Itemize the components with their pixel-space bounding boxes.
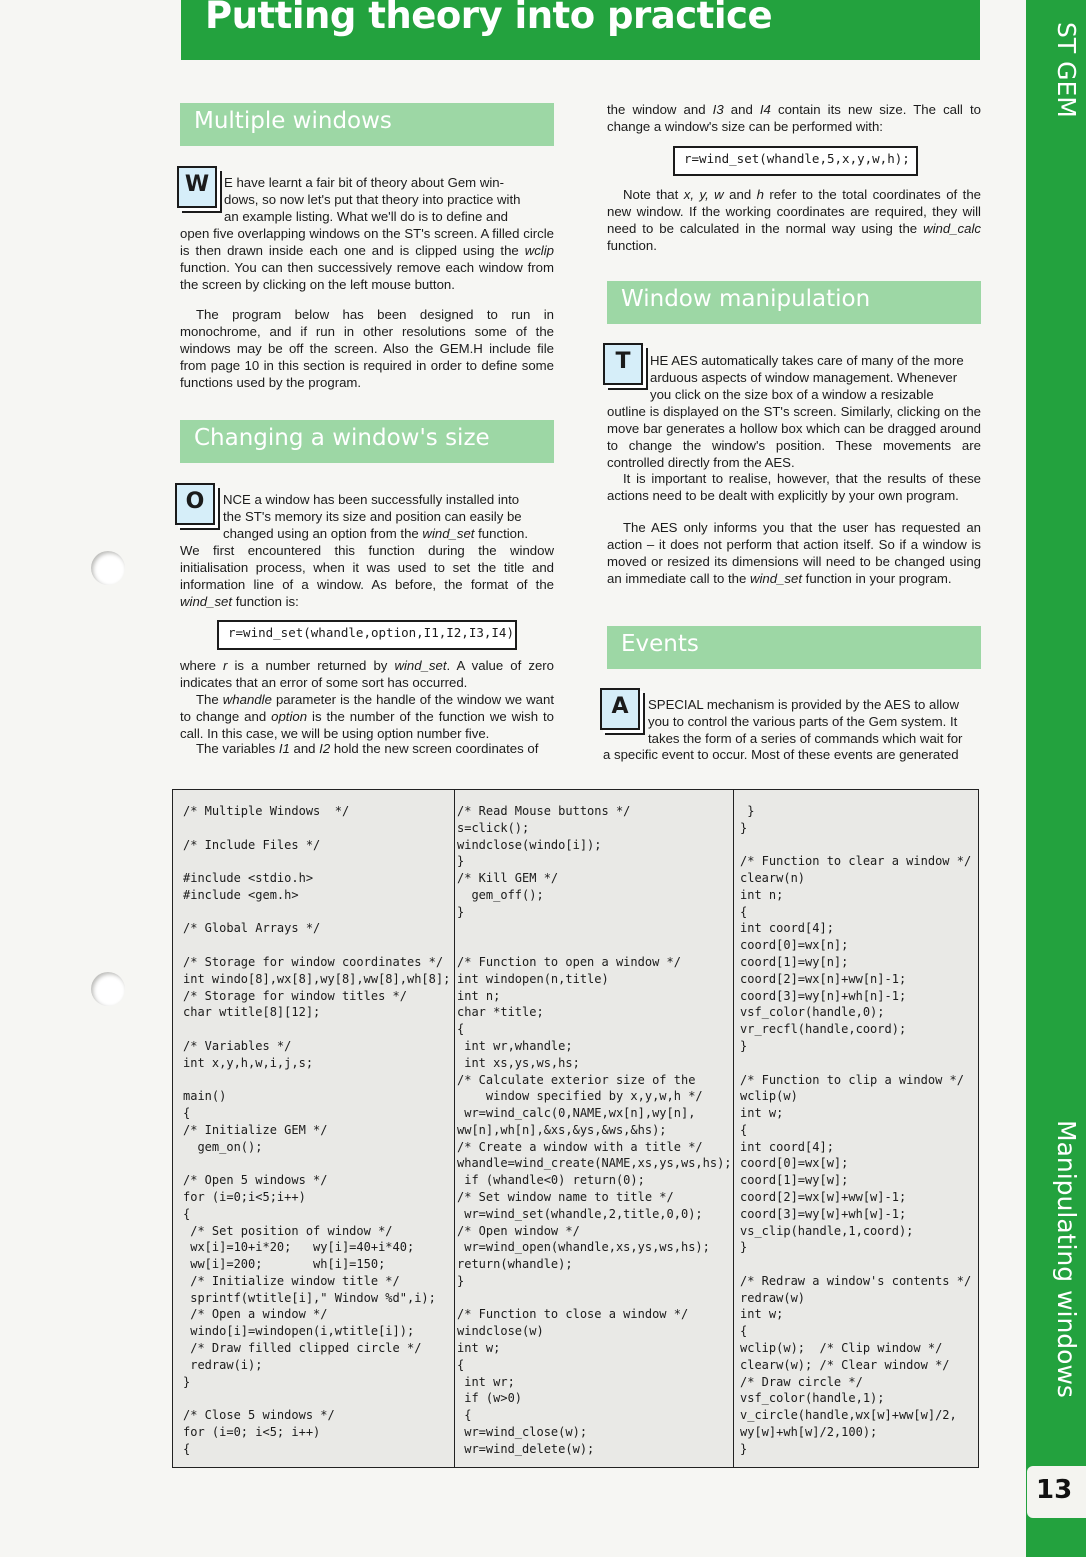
manip-paragraph-3: The AES only informs you that the user has requested an action – it does not perform that action itself. So if a window is moved or resized its dimensions will need to be changed using an immediate call to the wind_set function in your program. [607,520,981,586]
side-label-top: ST GEM [1052,22,1081,118]
section-heading-changing-size: Changing a window's size [180,420,554,463]
changing-lead-line-2: the ST's memory its size and position can easily be [223,509,522,524]
manip-lead-line-3: you click on the size box of a window a resizable [650,387,934,402]
side-label-bottom: Manipulating windows [1052,1120,1081,1398]
manip-paragraph-2: It is important to realise, however, that the results of these actions need to be dealt with explicitly by your own program. [607,471,981,503]
right-paragraph-2: Note that x, y, w and h refer to the total coordinates of the new window. If the working coordinates are required, they will need to be calculated in the normal way using the wind_calc function. [607,187,981,253]
events-lead-line-1: SPECIAL mechanism is provided by the AES to allow [648,697,960,712]
manip-paragraph-1: outline is displayed on the ST's screen. Similarly, clicking on the move bar generates a hollow box which can be dragged around to change the window's position. These movements are controlled directly from the AES. [607,404,981,470]
multiple-paragraph-1: open five overlapping windows on the ST's screen. A filled circle is then drawn inside each one and is clipped using the wclip function. You can then successively remove each window from the screen by clicking on the left mouse button. [180,226,554,292]
section-heading-multiple-windows: Multiple windows [180,103,554,146]
drop-cap-a: A [600,688,640,730]
program-listing [172,789,979,1468]
events-lead-line-3: takes the form of a series of commands which wait for [648,731,963,746]
manip-lead-line-1: HE AES automatically takes care of many of the more [650,353,964,368]
binder-hole-upper [91,551,125,585]
right-paragraph-1: the window and I3 and I4 contain its new size. The call to change a window's size can be performed with: [607,102,981,134]
changing-lead-line-3: changed using an option from the wind_set function. [223,526,529,541]
page-number-tab [1027,1466,1086,1518]
drop-cap-o: O [175,483,215,525]
drop-cap-w: W [177,166,217,208]
binder-hole-lower [91,972,125,1006]
listing-divider-2 [733,790,734,1467]
multiple-paragraph-2: The program below has been designed to run in monochrome, and if run in other resolutions some of the windows may be off the screen. Also the GEM.H include file from page 10 in this section is required in order to define some functions used by the program. [180,307,554,390]
title-bar [181,0,980,60]
section-heading-window-manipulation: Window manipulation [607,281,981,324]
changing-paragraph-4: The variables I1 and I2 hold the new screen coordinates of [196,741,539,756]
multiple-lead-line-2: dows, so now let's put that theory into practice with [224,192,521,207]
manip-lead-line-2: arduous aspects of window management. Whenever [650,370,958,385]
drop-cap-t: T [603,343,643,385]
listing-column-2: /* Read Mouse buttons */ s=click(); windclose(windo[i]); } /* Kill GEM */ gem_off(); } /* Function to open a window */ int windopen(n,title) int n; char *title; { int wr,whandle; int xs,ys,ws,hs; /* Calculate exterior size of the window specified by x,y,w,h */ wr=wind_calc(0,NAME,wx[n],wy[n], ww[n],wh[n],&xs,&ys,&ws,&hs); /* Create a window with a title */ whandle=wind_create(NAME,xs,ys,ws,hs); if (whandle<0) return(0); /* Set window name to title */ wr=wind_set(whandle,2,title,0,0); /* Open window */ wr=wind_open(whandle,xs,ys,ws,hs); return(whandle); } /* Function to close a window */ windclose(w) int w; { int wr; if (w>0) { wr=wind_close(w); wr=wind_delete(w); [457,804,732,1456]
listing-column-1: /* Multiple Windows */ /* Include Files */ #include <stdio.h> #include <gem.h> /* Global Arrays */ /* Storage for window coordinates */ int windo[8],wx[8],wy[8],ww[8],wh[8]; /* Storage for window titles */ char wtitle[8][12]; /* Variables */ int x,y,h,w,i,j,s; main() { /* Initialize GEM */ gem_on(); /* Open 5 windows */ for (i=0;i<5;i++) { /* Set position of window */ wx[i]=10+i*20; wy[i]=40+i*40; ww[i]=200; wh[i]=150; /* Initialize window title */ sprintf(wtitle[i]," Window %d",i); /* Open a window */ windo[i]=windopen(i,wtitle[i]); /* Draw filled clipped circle */ redraw(i); } /* Close 5 windows */ for (i=0; i<5; i++) { [183,804,451,1456]
events-lead-line-2: you to control the various parts of the Gem system. It [648,714,958,729]
multiple-lead-line-1: E have learnt a fair bit of theory about Gem win- [224,175,505,190]
page-title: Putting theory into practice [205,0,773,37]
listing-divider-1 [454,790,455,1467]
multiple-lead-line-3: an example listing. What we'll do is to define and [224,209,509,224]
listing-column-3: } } /* Function to clear a window */ clearw(n) int n; { int coord[4]; coord[0]=wx[n]; coord[1]=wy[n]; coord[2]=wx[n]+ww[n]-1; coord[3]=wy[n]+wh[n]-1; vsf_color(handle,0); vr_recfl(handle,coord); } /* Function to clip a window */ wclip(w) int w; { int coord[4]; coord[0]=wx[w]; coord[1]=wy[w]; coord[2]=wx[w]+ww[w]-1; coord[3]=wy[w]+wh[w]-1; vs_clip(handle,1,coord); } /* Redraw a window's contents */ redraw(w) int w; { wclip(w); /* Clip window */ clearw(w); /* Clear window */ /* Draw circle */ vsf_color(handle,1); v_circle(handle,wx[w]+ww[w]/2, wy[w]+wh[w]/2,100); } [740,804,972,1456]
changing-paragraph-1: We first encountered this function during the window initialisation process, when it was used to set the title and information line of a window. As before, the format of the wind_set function is: [180,543,554,609]
code-wind-set-format: r=wind_set(whandle,option,I1,I2,I3,I4) [217,620,517,650]
section-heading-events: Events [607,626,981,669]
changing-lead-line-1: NCE a window has been successfully installed into [223,492,520,507]
events-paragraph-1: a specific event to occur. Most of these events are generated [603,747,959,762]
code-wind-set-resize: r=wind_set(whandle,5,x,y,w,h); [673,146,918,176]
changing-paragraph-3: The whandle parameter is the handle of the window we want to change and option is the number of the function we wish to call. In this case, we will be using option number five. [180,692,554,741]
page-number: 13 [1036,1475,1073,1505]
changing-paragraph-2: where r is a number returned by wind_set. A value of zero indicates that an error of some sort has occurred. [180,658,554,690]
